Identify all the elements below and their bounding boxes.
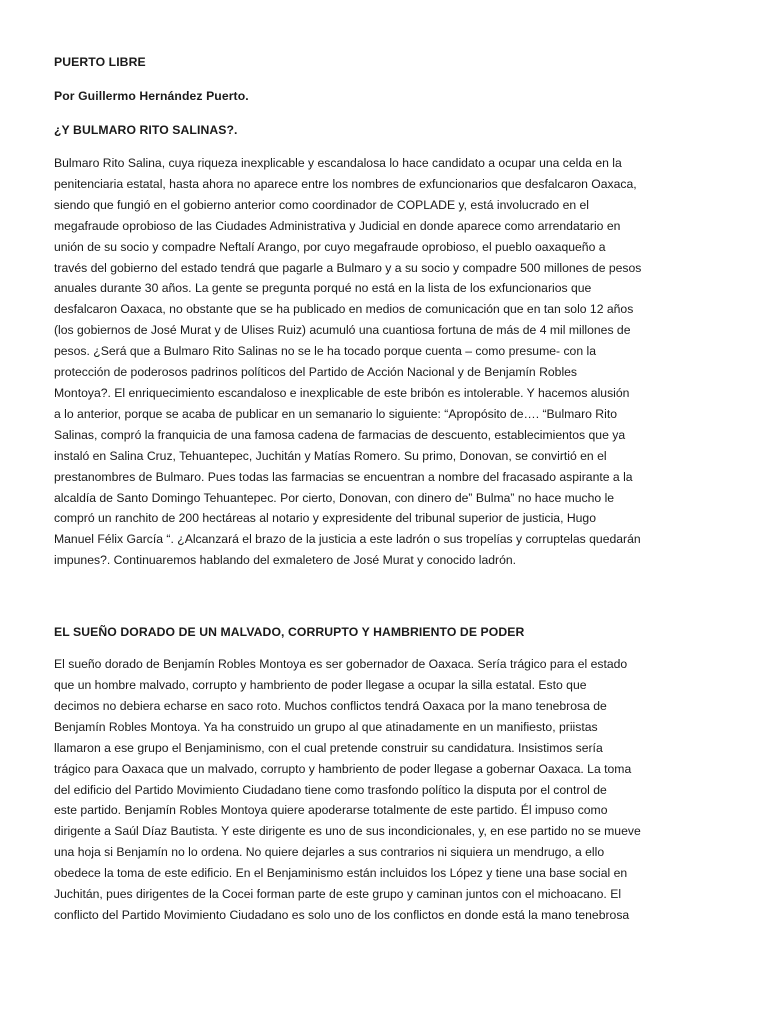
byline: Por Guillermo Hernández Puerto. [54,89,249,103]
column-title: PUERTO LIBRE [54,55,146,69]
text-line: través del gobierno del estado tendrá que pagarle a Bulmaro y a su socio y compadre 500 millones de pesos [54,260,642,275]
text-line: del edificio del Partido Movimiento Ciudadano tiene como trasfondo político la disputa por el control de [54,782,607,797]
text-line: protección de poderosos padrinos políticos del Partido de Acción Nacional y de Benjamín Robles [54,365,578,380]
text-line: a lo anterior, porque se acaba de publicar en un semanario lo siguiente: “Apropósito de…. “Bulmaro Rito [54,406,617,421]
text-line: Bulmaro Rito Salina, cuya riqueza inexplicable y escandalosa lo hace candidato a ocupar una celda en la [54,156,622,170]
text-line: desfalcaron Oaxaca, no obstante que se ha publicado en medios de comunicación que en tan solo 12 años [54,302,634,317]
text-line: alcaldía de Santo Domingo Tehuantepec. Por cierto, Donovan, con dinero de” Bulma” no hace mucho le [54,490,615,505]
text-line: decimos no debiera echarse en saco roto. Muchos conflictos tendrá Oaxaca por la mano tenebrosa de [54,698,607,713]
article-2-title: EL SUEÑO DORADO DE UN MALVADO, CORRUPTO Y HAMBRIENTO DE PODER [54,625,525,640]
text-line: Juchitán, pues dirigentes de la Cocei forman parte de este grupo y caminan juntos con el michoacano. El [54,887,622,902]
text-line: compró un ranchito de 200 hectáreas al notario y expresidente del tribunal superior de justicia, Hugo [54,511,596,526]
article-1-body [54,153,718,571]
text-line: pesos. ¿Será que a Bulmaro Rito Salinas no se le ha tocado porque cuenta – como presume- con la [54,344,596,359]
text-line: unión de su socio y compadre Neftalí Arango, por cuyo megafraude oprobioso, el pueblo oaxaqueño a [54,239,606,254]
text-line: megafraude oprobioso de las Ciudades Administrativa y Judicial en donde aparece como arrendatario en [54,218,621,233]
text-line: (los gobiernos de José Murat y de Ulises Ruiz) acumuló una cuantiosa fortuna de más de 4 mil millones de [54,323,631,338]
text-line: dirigente a Saúl Díaz Bautista. Y este dirigente es uno de sus incondicionales, y, en ese partido no se mueve [54,824,641,839]
text-line: Manuel Félix García “. ¿Alcanzará el brazo de la justicia a este ladrón o sus tropelías y corruptelas quedarán [54,532,641,547]
text-line: que un hombre malvado, corrupto y hambriento de poder llegase a ocupar la silla estatal. Esto que [54,678,587,693]
text-line: penitenciaria estatal, hasta ahora no aparece entre los nombres de exfuncionarios que desfalcaron Oaxaca, [54,176,637,191]
text-line: Benjamín Robles Montoya. Ya ha construido un grupo al que atinadamente en un manifiesto, priistas [54,719,598,734]
article-2-body [54,654,718,926]
text-line: una hoja si Benjamín no lo ordena. No quiere dejarles a sus contrarios ni siquiera un mendrugo, a ello [54,845,605,860]
article-1-title: ¿Y BULMARO RITO SALINAS?. [54,123,238,137]
text-line: conflicto del Partido Movimiento Ciudadano es solo uno de los conflictos en donde está la mano tenebrosa [54,908,630,922]
text-line: instaló en Salina Cruz, Tehuantepec, Juchitán y Matías Romero. Su primo, Donovan, se convirtió en el [54,448,607,463]
text-line: trágico para Oaxaca que un malvado, corrupto y hambriento de poder llegase a gobernar Oaxaca. La toma [54,761,632,776]
text-line: siendo que fungió en el gobierno anterior como coordinador de COPLADE y, está involucrado en el [54,197,589,212]
text-line: impunes?. Continuaremos hablando del exmaletero de José Murat y conocido ladrón. [54,553,517,568]
text-line: este partido. Benjamín Robles Montoya quiere apoderarse totalmente de este partido. Él impuso como [54,803,608,818]
text-line: Montoya?. El enriquecimiento escandaloso e inexplicable de este bribón es intolerable. Y hacemos alusión [54,385,630,400]
text-line: El sueño dorado de Benjamín Robles Montoya es ser gobernador de Oaxaca. Sería trágico para el estado [54,657,628,672]
text-line: llamaron a ese grupo el Benjaminismo, con el cual pretende construir su candidatura. Insistimos sería [54,740,603,755]
text-line: Salinas, compró la franquicia de una famosa cadena de farmacias de descuento, establecimientos que ya [54,427,626,442]
text-line: obedece la toma de este edificio. En el Benjaminismo están incluidos los López y tiene una base social en [54,866,628,881]
text-line: anuales durante 30 años. La gente se pregunta porqué no está en la lista de los exfuncionarios que [54,281,592,296]
text-line: prestanombres de Bulmaro. Pues todas las farmacias se encuentran a nombre del fracasado aspirante a la [54,469,633,484]
document-page [54,54,718,926]
